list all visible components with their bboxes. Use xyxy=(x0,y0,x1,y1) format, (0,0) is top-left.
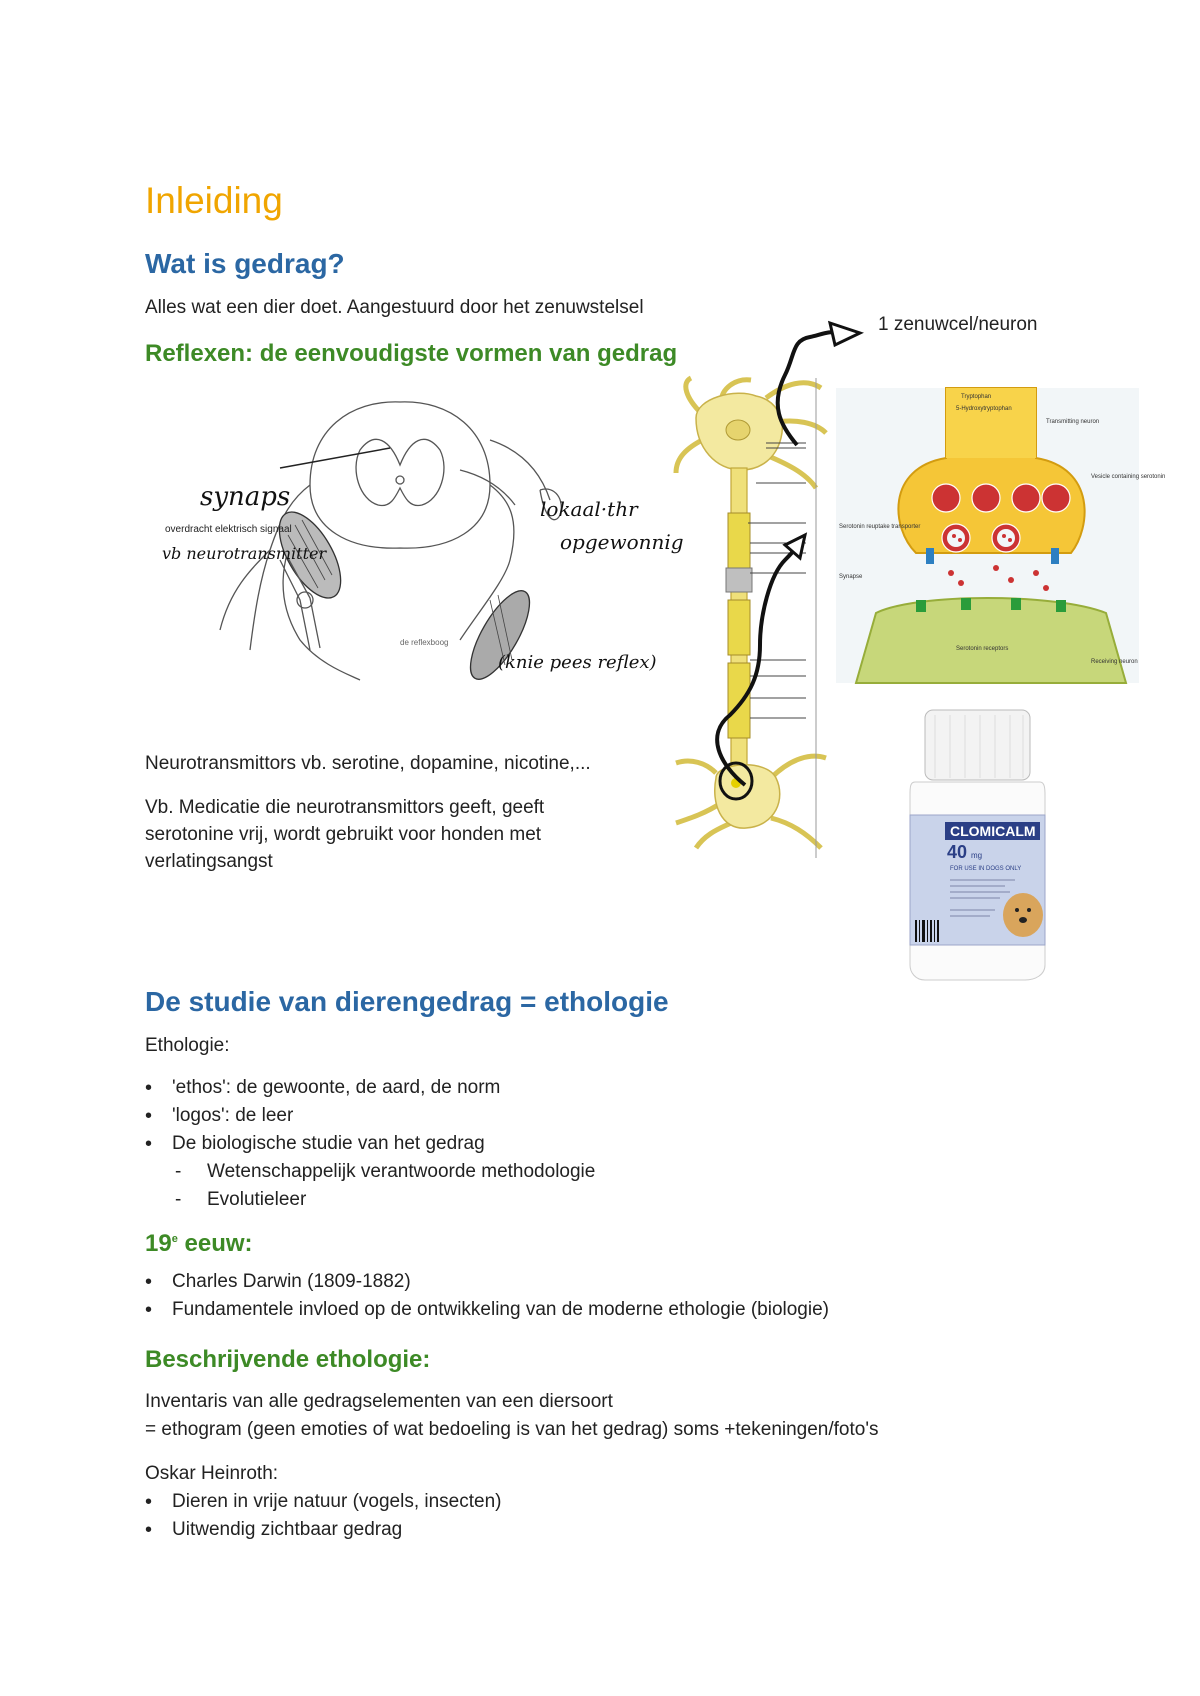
medication-text: Vb. Medicatie die neurotransmittors geeft, geeft serotonine vrij, wordt gebruikt voor honden met verlatingsangst xyxy=(145,797,545,872)
neuron-label: 1 zenuwcel/neuron xyxy=(878,314,1038,335)
section-heading-what-is-behavior: Wat is gedrag? xyxy=(145,248,345,279)
neurotransmitter-examples: Neurotransmittors vb. serotine, dopamine, nicotine,... xyxy=(145,753,591,774)
list-item: • Uitwendig zichtbaar gedrag xyxy=(145,1516,1045,1544)
medication-bottle-figure xyxy=(905,710,1045,980)
ethology-label: Ethologie: xyxy=(145,1035,230,1056)
definition-text: Alles wat een dier doet. Aangestuurd door het zenuwstelsel xyxy=(145,297,644,318)
annotation-synaps: synaps xyxy=(200,482,291,512)
reflex-caption: de reflexboog xyxy=(400,638,449,647)
list-item: • Dieren in vrije natuur (vogels, insecten) xyxy=(145,1488,1045,1516)
synapse-label-6: Synapse xyxy=(839,574,863,580)
annotation-signal: overdracht elektrisch signaal xyxy=(165,524,292,535)
heinroth-list xyxy=(145,1488,1045,1544)
list-item: - Wetenschappelijk verantwoorde methodologie xyxy=(145,1158,1045,1186)
annotation-local-1: lokaal·thr xyxy=(540,497,638,521)
subheading-descriptive-ethology: Beschrijvende ethologie: xyxy=(145,1346,431,1373)
section-heading-ethology: De studie van dierengedrag = ethologie xyxy=(145,986,669,1017)
list-item: • 'logos': de leer xyxy=(145,1102,1045,1130)
bottle-dose: 40 xyxy=(947,842,968,862)
synapse-figure xyxy=(836,388,1166,683)
page-title: Inleiding xyxy=(145,180,283,221)
synapse-label-5: Serotonin reuptake transporter xyxy=(839,524,921,530)
synapse-label-1: Tryptophan xyxy=(961,394,992,400)
annotation-vb-neurotransmitter: vb neurotransmitter xyxy=(162,544,327,563)
list-item: • De biologische studie van het gedrag xyxy=(145,1130,1045,1158)
century-list xyxy=(145,1268,1095,1324)
annotation-knee-reflex: (knie pees reflex) xyxy=(498,652,657,673)
list-item: • 'ethos': de gewoonte, de aard, de norm xyxy=(145,1074,1045,1102)
descriptive-line-2: = ethogram (geen emoties of wat bedoeling is van het gedrag) soms +tekeningen/foto's xyxy=(145,1419,879,1440)
subheading-19th-century: 19e eeuw: xyxy=(145,1230,253,1257)
synapse-label-3: Transmitting neuron xyxy=(1046,419,1100,425)
list-item: - Evolutieleer xyxy=(145,1186,1045,1214)
bottle-dose-unit: mg xyxy=(971,851,983,860)
synapse-label-8: Receiving neuron xyxy=(1091,659,1138,665)
ethology-list xyxy=(145,1074,1045,1214)
list-item: • Fundamentele invloed op de ontwikkeling van de moderne ethologie (biologie) xyxy=(145,1296,1095,1324)
synapse-label-4: Vesicle containing serotonin xyxy=(1091,474,1166,480)
bottle-brand: CLOMICALM xyxy=(950,823,1036,839)
annotation-local-2: opgewonnig xyxy=(560,530,684,554)
list-item: • Charles Darwin (1809-1882) xyxy=(145,1268,1095,1296)
heinroth-label: Oskar Heinroth: xyxy=(145,1463,279,1484)
synapse-label-7: Serotonin receptors xyxy=(956,646,1009,652)
subheading-reflexes: Reflexen: de eenvoudigste vormen van gedrag xyxy=(145,340,678,367)
descriptive-line-1: Inventaris van alle gedragselementen van een diersoort xyxy=(145,1391,613,1412)
synapse-label-2: 5-Hydroxytryptophan xyxy=(956,406,1012,412)
bottle-note: FOR USE IN DOGS ONLY xyxy=(950,866,1022,872)
